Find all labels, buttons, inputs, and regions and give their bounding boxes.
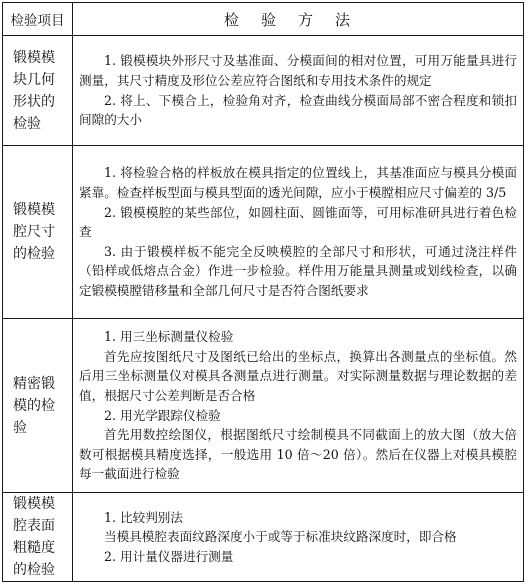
method-text: 2. 锻模模腔的某些部位，如圆柱面、圆锥面等，可用标准研具进行着色检查	[79, 204, 517, 240]
header-item: 检验项目	[3, 3, 73, 36]
method-text: 首先应按图纸尺寸及图纸已给出的坐标点，换算出各测量点的坐标值。然后用三坐标测量仪对模具各测量点进行测量。对实际测量数据与理论数据的差值，根据尺寸公差判断是否合格	[79, 348, 517, 403]
method-text: 3. 由于锻模样板不能完全反映模腔的全部尺寸和形状，可通过浇注样件（铅样或低熔点合金）作进一步检验。样件用万能量具测量或划线检查，以确定锻模模膛错移量和全部几何尺寸是否符合图纸要求	[79, 243, 517, 298]
method-text: 首先用数控绘图仪，根据图纸尺寸绘制模具不同截面上的放大图（放大倍数可根据模具精度选择，一般选用 10 倍～20 倍）。然后在仪器上对模具模腔每一截面进行检验	[79, 427, 517, 482]
row-item-precision: 精密锻模的检验	[3, 319, 73, 493]
row-item-roughness: 锻模模腔表面粗糙度的检验	[3, 493, 73, 582]
method-text: 1. 用三坐标测量仪检验	[104, 329, 234, 345]
row-item-cavity: 锻模模腔尺寸的检验	[3, 146, 73, 319]
row-method-geometry	[73, 36, 524, 146]
row-method-cavity	[73, 146, 524, 319]
inspection-table	[2, 2, 524, 582]
method-text: 2. 用光学跟踪仪检验	[104, 407, 221, 423]
method-text: 1. 比较判别法	[104, 509, 183, 525]
method-text: 2. 用计量仪器进行测量	[104, 548, 234, 564]
table-row	[3, 319, 524, 493]
method-text: 2. 将上、下模合上，检验角对齐，检查曲线分模面局部不密合程度和锁扣间隙的大小	[79, 92, 517, 128]
table-header-row	[3, 3, 524, 36]
method-text: 1. 锻模模块外形尺寸及基准面、分模面间的相对位置，可用万能量具进行测量，其尺寸精度及形位公差应符合图纸和专用技术条件的规定	[79, 53, 517, 88]
table-row	[3, 146, 524, 319]
table-row	[3, 36, 524, 146]
method-text: 1. 将检验合格的样板放在模具指定的位置线上，其基准面应与模具分模面紧靠。检查样板型面与模具型面的透光间隙，应小于模膛相应尺寸偏差的 3/5	[79, 165, 517, 201]
table-row	[3, 493, 524, 582]
method-text: 当模具模腔表面纹路深度小于或等于标准块纹路深度时，即合格	[104, 529, 457, 545]
row-method-roughness	[73, 493, 524, 582]
header-method: 检验方法	[73, 3, 524, 36]
row-item-geometry: 锻模模块几何形状的检验	[3, 36, 73, 146]
row-method-precision	[73, 319, 524, 493]
